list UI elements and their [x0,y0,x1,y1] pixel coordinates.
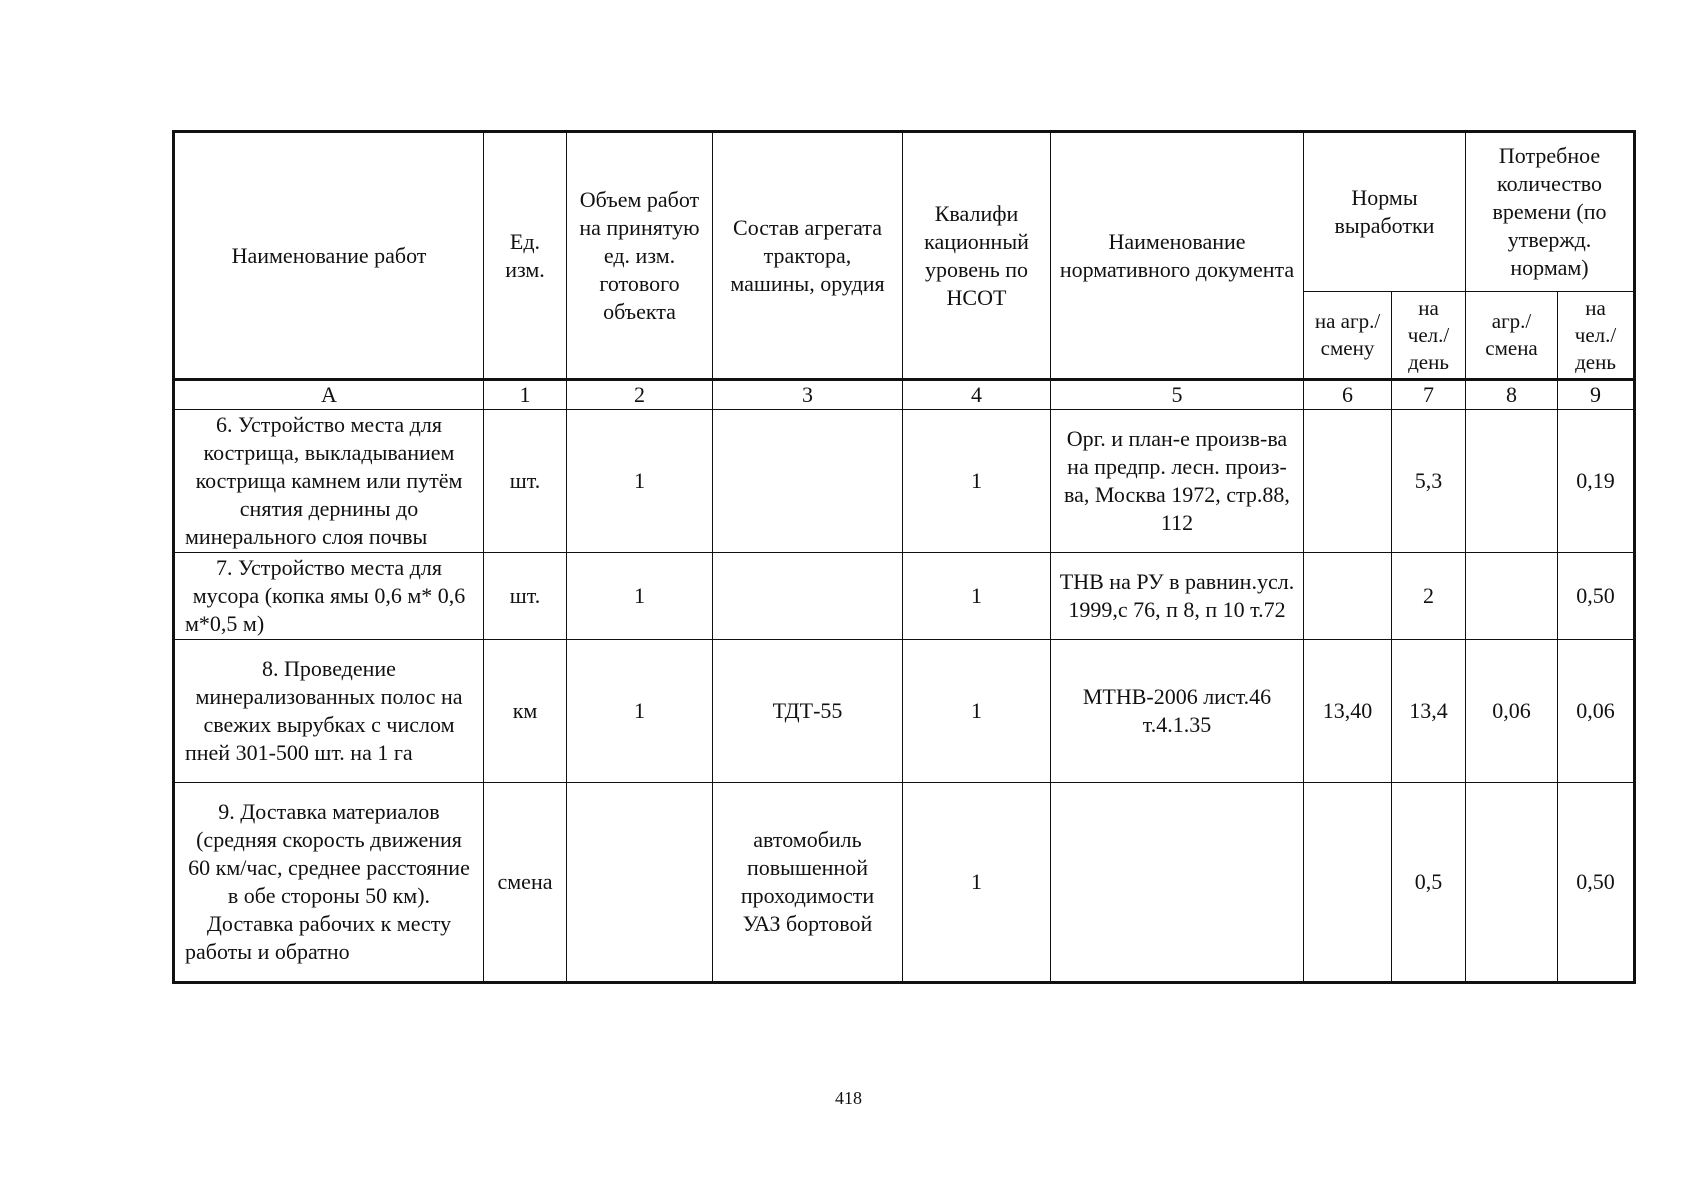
volume-cell: 1 [567,410,713,553]
header-time-agr: агр./ смена [1466,292,1558,380]
index-cell: 6 [1304,380,1392,410]
work-name-cell: 6. Устройство места для кострища, выкладыванием кострища камнем или путём снятия дернины до минерального слоя почвы [174,410,484,553]
qualification-cell: 1 [903,553,1051,640]
index-cell: 5 [1051,380,1304,410]
header-document: Наименование нормативного документа [1051,132,1304,380]
page-number: 418 [835,1088,862,1108]
composition-cell: автомобиль повышенной проходимости УАЗ бортовой [713,783,903,983]
norm-agr-cell [1304,553,1392,640]
header-qualification: Квалифи кационный уровень по НСОТ [903,132,1051,380]
header-row [174,132,1635,292]
index-cell: 8 [1466,380,1558,410]
document-cell: ТНВ на РУ в равнин.усл. 1999,с 76, п 8, п 10 т.72 [1051,553,1304,640]
table-row [174,410,1635,553]
qualification-cell: 1 [903,783,1051,983]
time-man-cell: 0,50 [1558,783,1635,983]
work-name-cell: 7. Устройство места для мусора (копка ямы 0,6 м* 0,6 м*0,5 м) [174,553,484,640]
time-man-cell: 0,19 [1558,410,1635,553]
time-man-cell: 0,50 [1558,553,1635,640]
norm-man-cell: 5,3 [1392,410,1466,553]
header-composition: Состав агрегата трактора, машины, орудия [713,132,903,380]
composition-cell [713,410,903,553]
index-cell: 1 [484,380,567,410]
header-time-man: на чел./ день [1558,292,1635,380]
table-row [174,640,1635,783]
work-norms-table [172,130,1636,984]
time-man-cell: 0,06 [1558,640,1635,783]
norm-agr-cell [1304,783,1392,983]
time-agr-cell [1466,783,1558,983]
composition-cell [713,553,903,640]
norm-agr-cell [1304,410,1392,553]
header-norms: Нормы выработки [1304,132,1466,292]
unit-cell: шт. [484,410,567,553]
composition-cell: ТДТ-55 [713,640,903,783]
document-cell: МТНВ-2006 лист.46 т.4.1.35 [1051,640,1304,783]
index-cell: 7 [1392,380,1466,410]
unit-cell: смена [484,783,567,983]
time-agr-cell [1466,553,1558,640]
norm-man-cell: 13,4 [1392,640,1466,783]
table-row [174,783,1635,983]
qualification-cell: 1 [903,640,1051,783]
volume-cell [567,783,713,983]
index-cell: 9 [1558,380,1635,410]
header-time: Потребное количество времени (по утвержд. нормам) [1466,132,1635,292]
header-norms-agr: на агр./ смену [1304,292,1392,380]
document-cell [1051,783,1304,983]
time-agr-cell: 0,06 [1466,640,1558,783]
column-index-row [174,380,1635,410]
norm-man-cell: 0,5 [1392,783,1466,983]
table-row [174,553,1635,640]
document-cell: Орг. и план-е произв-ва на предпр. лесн. произ-ва, Москва 1972, стр.88, 112 [1051,410,1304,553]
index-cell: 3 [713,380,903,410]
volume-cell: 1 [567,553,713,640]
work-name-cell: 9. Доставка материалов (средняя скорость движения 60 км/час, среднее расстояние в обе стороны 50 км). Доставка рабочих к месту работы и обратно [174,783,484,983]
norm-agr-cell: 13,40 [1304,640,1392,783]
time-agr-cell [1466,410,1558,553]
header-unit: Ед. изм. [484,132,567,380]
index-cell: 4 [903,380,1051,410]
index-cell: А [174,380,484,410]
volume-cell: 1 [567,640,713,783]
header-norms-man: на чел./ день [1392,292,1466,380]
index-cell: 2 [567,380,713,410]
header-volume: Объем работ на принятую ед. изм. готового объекта [567,132,713,380]
qualification-cell: 1 [903,410,1051,553]
norm-man-cell: 2 [1392,553,1466,640]
unit-cell: км [484,640,567,783]
header-work-name: Наименование работ [174,132,484,380]
unit-cell: шт. [484,553,567,640]
work-name-cell: 8. Проведение минерализованных полос на свежих вырубках с числом пней 301-500 шт. на 1 га [174,640,484,783]
